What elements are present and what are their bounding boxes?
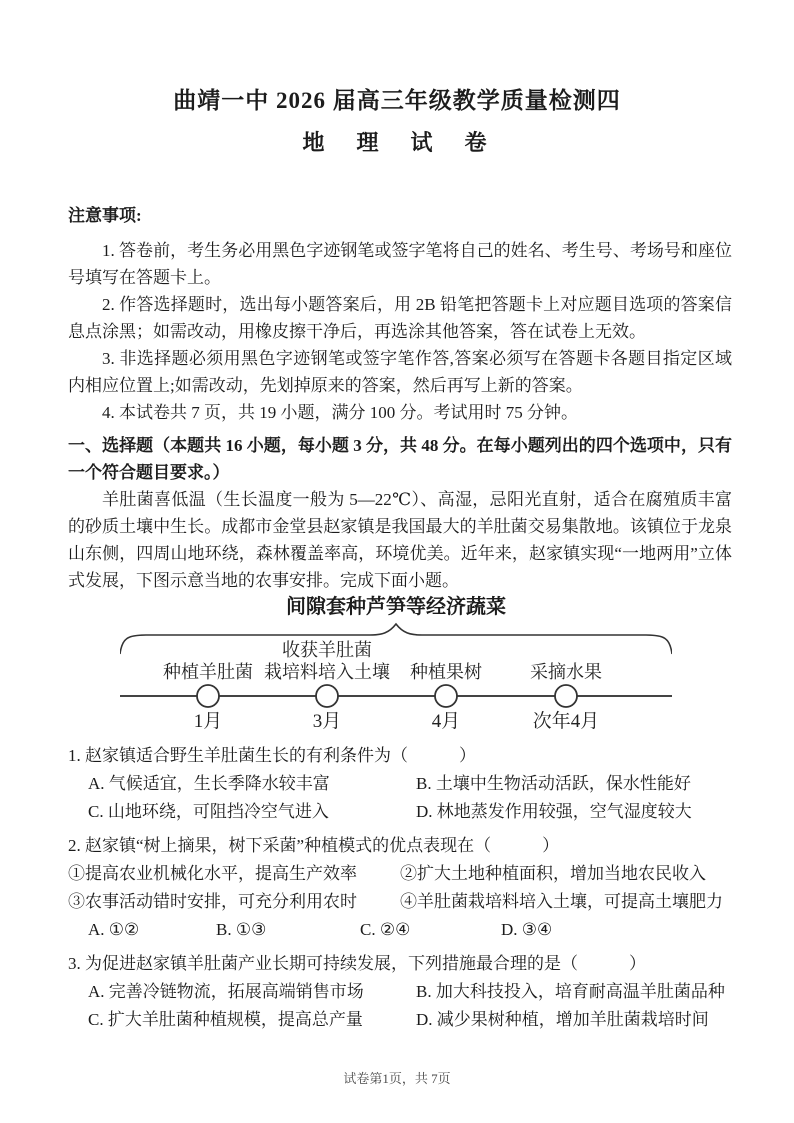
q2-answer-b: B. ①③: [216, 920, 267, 939]
event-label-4: [530, 661, 602, 683]
month-label-4: 次年4月: [532, 711, 600, 732]
timeline-body: [120, 622, 672, 738]
choice-section: [68, 432, 732, 594]
question-1-options: [68, 770, 732, 826]
timeline-node-4: [555, 685, 577, 707]
page-footer: 试卷第1页，共 7页: [343, 1071, 451, 1086]
page-title: 曲靖一中 2026 届高三年级教学质量检测四: [173, 88, 621, 113]
q3-option-d: D. 减少果树种植，增加羊肚菌栽培时间: [416, 1010, 709, 1029]
q3-option-a: A. 完善冷链物流，拓展高端销售市场: [88, 982, 364, 1001]
questions-block: [68, 742, 732, 1040]
question-2: [68, 832, 732, 944]
timeline-brace: [120, 624, 672, 654]
event-label-2-line1: 收获羊肚菌: [282, 640, 372, 660]
month-label-2: 3月: [312, 711, 342, 732]
q2-statement-4: ④羊肚菌栽培料培入土壤，可提高土壤肥力: [400, 892, 723, 911]
q2-statement-1: ①提高农业机械化水平，提高生产效率: [68, 864, 357, 883]
q3-option-b: B. 加大科技投入，培育耐高温羊肚菌品种: [416, 982, 725, 1001]
question-2-answers: [68, 916, 732, 944]
section-heading: 一、选择题（本题共 16 小题，每小题 3 分，共 48 分。在每小题列出的四个选项中，只有一个符合题目要求。）: [68, 436, 732, 482]
event-label-3-line1: 种植果树: [410, 662, 482, 682]
event-label-4-line1: 采摘水果: [530, 662, 602, 682]
crop-schedule-diagram: [68, 594, 732, 738]
question-3-options: [68, 978, 732, 1034]
notice-item-2: 2. 作答选择题时，选出每小题答案后，用 2B 铅笔把答题卡上对应题目选项的答案信息点涂黑；如需改动，用橡皮擦干净后，再选涂其他答案，答在试卷上无效。: [68, 295, 732, 341]
question-1: [68, 742, 732, 826]
notice-item-1: 1. 答卷前，考生务必用黑色字迹钢笔或签字笔将自己的姓名、考生号、考场号和座位号填写在答题卡上。: [68, 241, 732, 287]
event-label-3: [410, 661, 482, 683]
notice-section: [68, 202, 732, 426]
section-intro: 羊肚菌喜低温（生长温度一般为 5—22℃）、高湿，忌阳光直射，适合在腐殖质丰富的砂质土壤中生长。成都市金堂县赵家镇是我国最大的羊肚菌交易集散地。该镇位于龙泉山东侧，四周山地环绕，森林覆盖率高，环境优美。近年来，赵家镇实现“一地两用”立体式发展，下图示意当地的农事安排。完成下面小题。: [68, 490, 732, 590]
question-3-stem: 3. 为促进赵家镇羊肚菌产业长期可持续发展，下列措施最合理的是（ ）: [68, 954, 646, 973]
q2-statement-2: ②扩大土地种植面积，增加当地农民收入: [400, 864, 706, 883]
q1-option-a: A. 气候适宜，生长季降水较丰富: [88, 774, 330, 793]
q2-answer-c: C. ②④: [360, 920, 411, 939]
q1-option-d: D. 林地蒸发作用较强，空气湿度较大: [416, 802, 692, 821]
notice-item-4: 4. 本试卷共 7 页，共 19 小题，满分 100 分。考试用时 75 分钟。: [102, 403, 578, 422]
notice-item-3: 3. 非选择题必须用黑色字迹钢笔或签字笔作答,答案必须写在答题卡各题目指定区域内相应位置上;如需改动，先划掉原来的答案，然后再写上新的答案。: [68, 349, 732, 395]
subject-title: 地 理 试 卷: [302, 130, 492, 155]
event-label-2: [264, 639, 390, 683]
timeline-node-3: [435, 685, 457, 707]
q2-statement-3: ③农事活动错时安排，可充分利用农时: [68, 892, 357, 911]
event-label-1: [163, 661, 253, 683]
q3-option-c: C. 扩大羊肚菌种植规模，提高总产量: [88, 1010, 363, 1029]
question-1-stem: 1. 赵家镇适合野生羊肚菌生长的有利条件为（ ）: [68, 746, 476, 765]
month-label-3: 4月: [431, 711, 461, 732]
q1-option-b: B. 土壤中生物活动活跃，保水性能好: [416, 774, 691, 793]
question-3: [68, 950, 732, 1034]
q1-option-c: C. 山地环绕，可阻挡冷空气进入: [88, 802, 329, 821]
timeline-node-1: [197, 685, 219, 707]
event-label-2-line2: 栽培料培入土壤: [264, 662, 390, 682]
diagram-title: 间隙套种芦笋等经济蔬菜: [286, 596, 506, 618]
q2-answer-a: A. ①②: [88, 920, 140, 939]
timeline-node-2: [316, 685, 338, 707]
event-label-1-line1: 种植羊肚菌: [163, 662, 253, 682]
q2-answer-d: D. ③④: [501, 920, 553, 939]
question-2-stem: 2. 赵家镇“树上摘果，树下采菌”种植模式的优点表现在（ ）: [68, 836, 560, 855]
notice-heading: 注意事项:: [68, 206, 142, 225]
month-label-1: 1月: [193, 711, 223, 732]
question-2-statements: [68, 860, 732, 916]
